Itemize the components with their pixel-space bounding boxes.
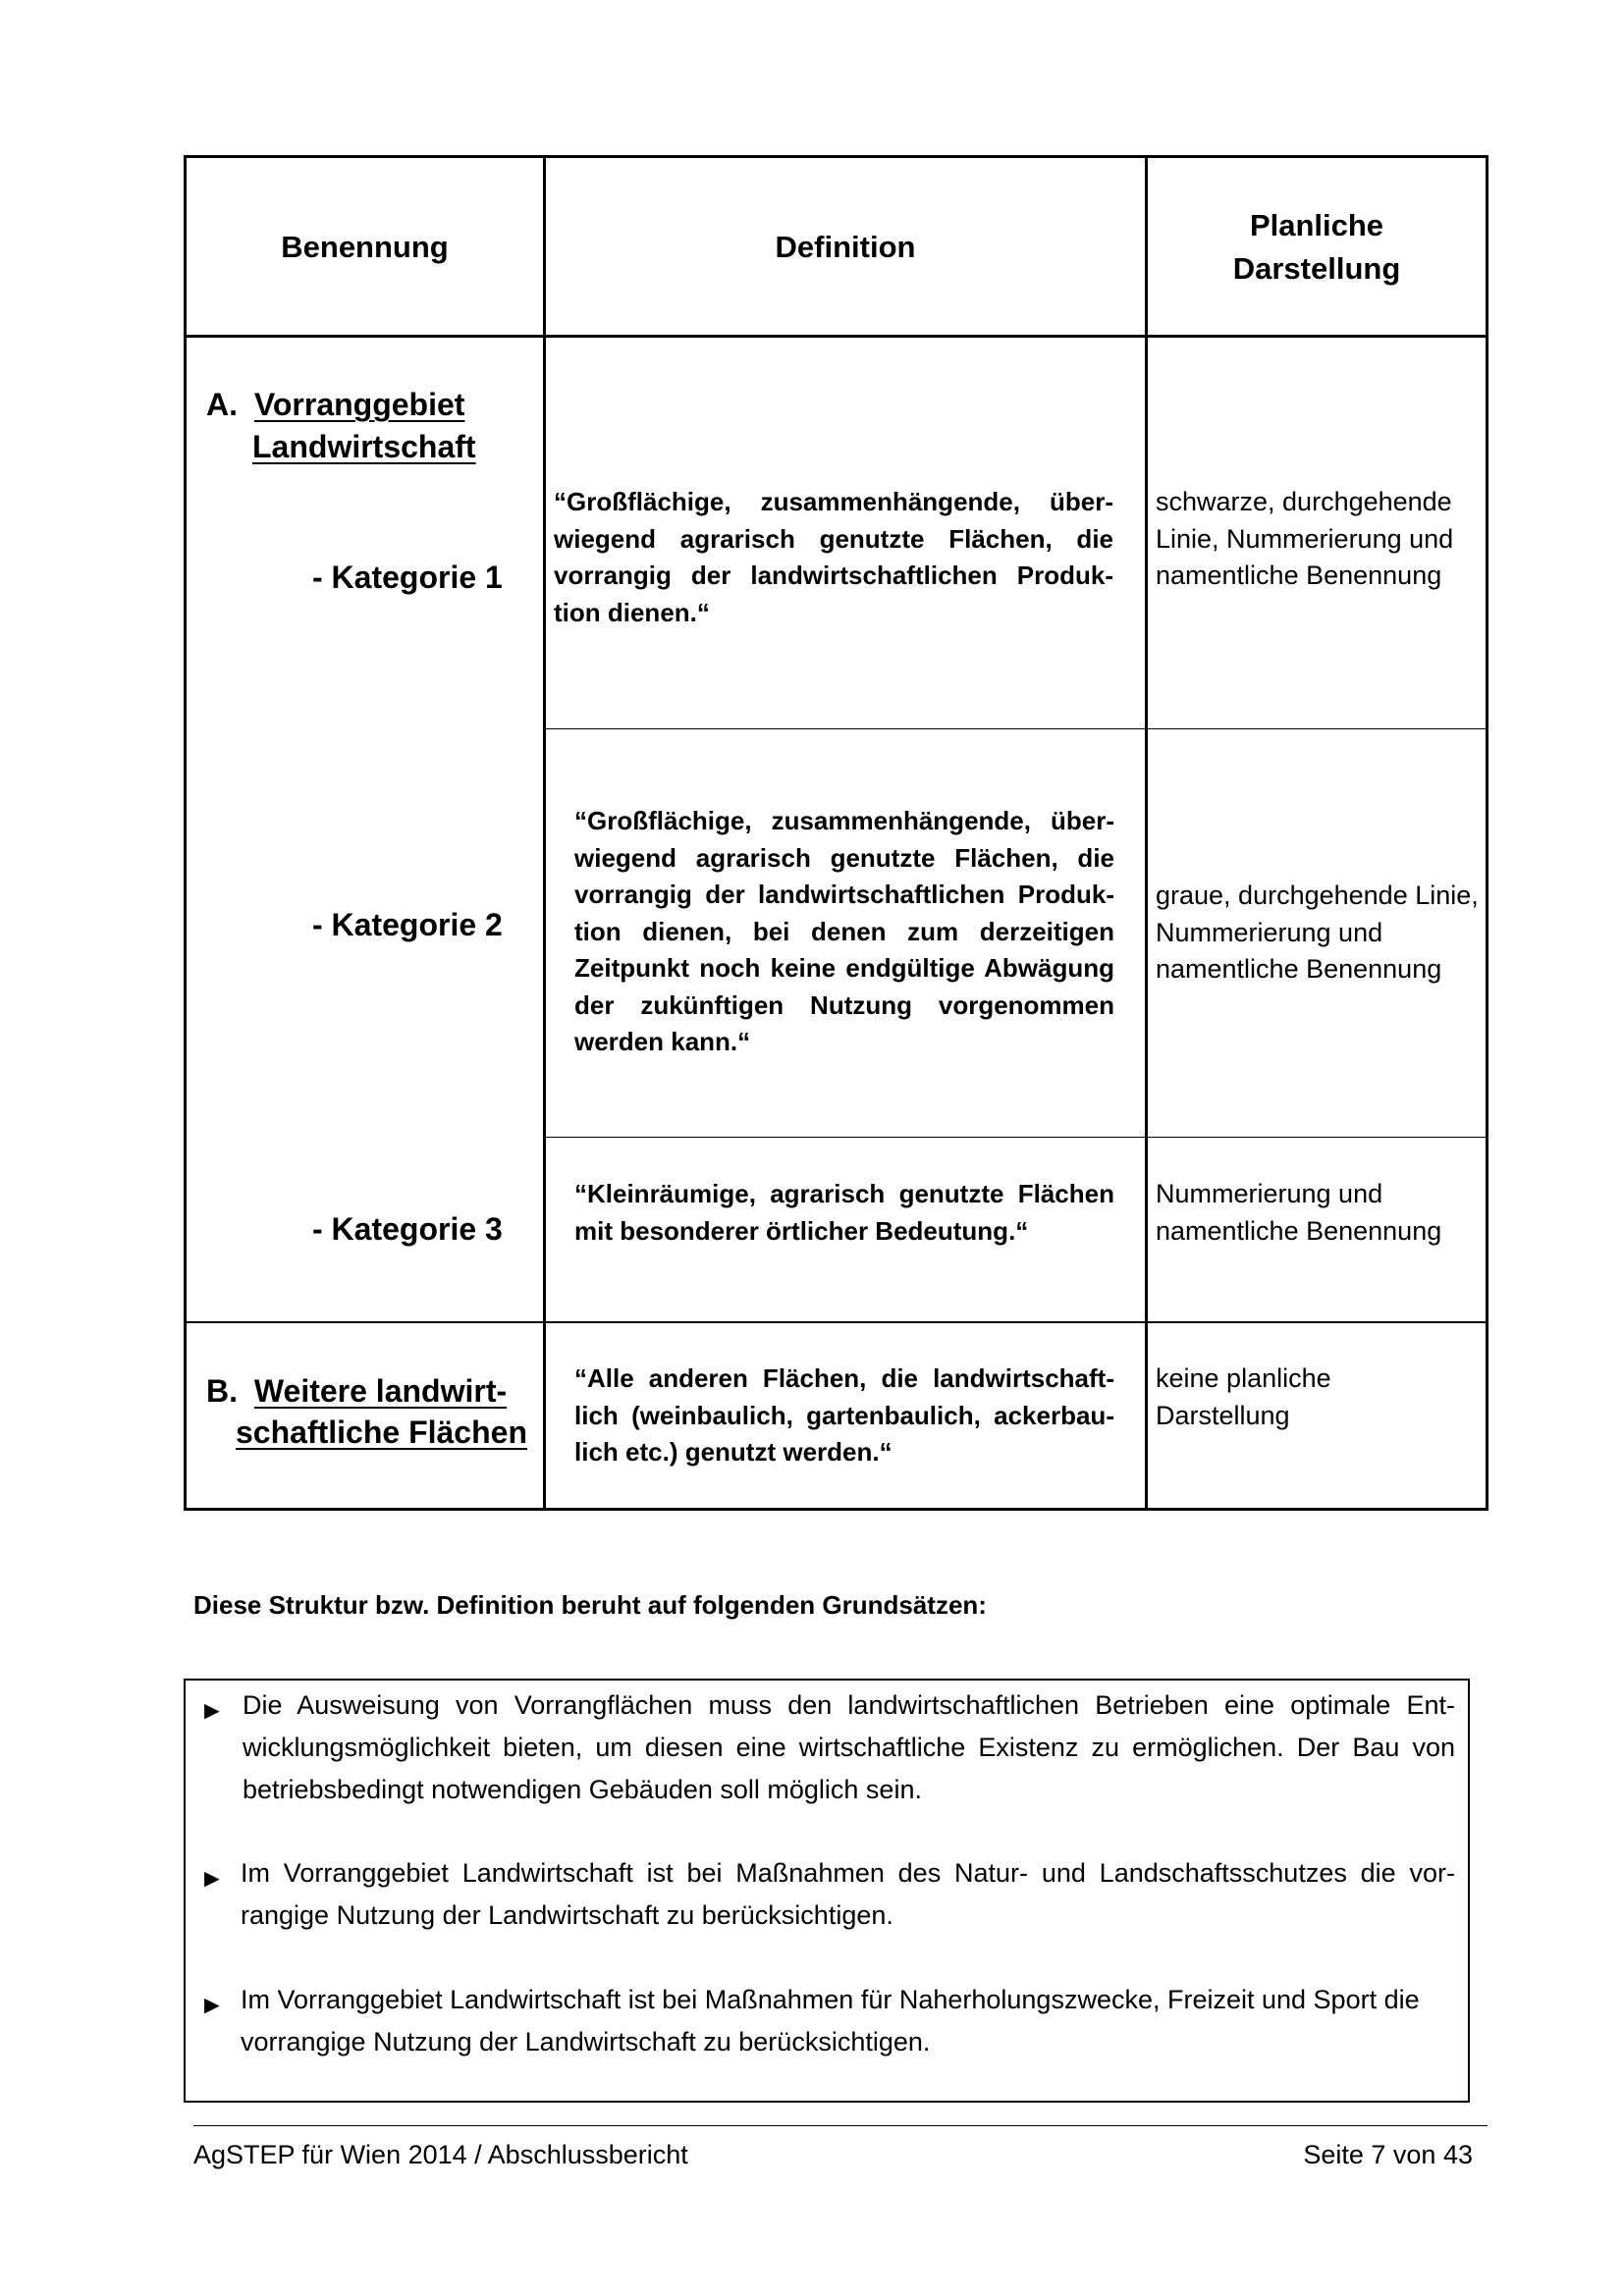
kategorie-2-plan: graue, durchgehende Linie, Nummerierung und namentliche Benennung [1156,881,1479,984]
table-border-left [184,155,187,1511]
table-divider-col2 [1145,155,1148,1511]
principles-intro: Diese Struktur bzw. Definition beruht auf folgenden Grundsätzen: [193,1590,987,1620]
kategorie-3-definition: “Kleinräumige, agrarisch genutzte Flächen mit besonderer örtlicher Bedeutung.“ [574,1179,1114,1246]
header-definition: Definition [775,230,916,264]
section-b-plan: keine planliche Darstellung [1156,1363,1331,1430]
table-header-rule [184,335,1488,338]
table-row-rule-2 [543,1137,1488,1138]
header-planliche: Planliche [1249,208,1384,242]
header-benennung: Benennung [281,230,449,264]
kategorie-3-plan: Nummerierung und namentliche Benennung [1156,1179,1442,1246]
footer-title: AgSTEP für Wien 2014 / Abschlussbericht [193,2140,688,2169]
principles-box [184,1679,1470,2103]
header-planliche-darstellung [1148,204,1486,291]
section-a-title-line1: Vorranggebiet [253,387,465,422]
section-a-title-line2: Landwirtschaft [252,429,476,464]
section-b-title-line1: Weitere landwirt- [253,1373,508,1409]
kategorie-1-plan: schwarze, durchgehende Linie, Nummerierung und namentliche Benennung [1156,487,1454,590]
section-a-title [206,383,464,426]
section-b-title-line2: schaftliche Flächen [236,1415,527,1450]
section-b-title [206,1369,507,1413]
section-a-letter: A. [206,387,238,422]
table-border-top [184,155,1488,158]
kategorie-1-definition: “Großflächige, zusammenhängende, überwiegend agrarisch genutzte Flächen, die vorrangig der landwirtschaftlichen Produktion dienen.“ [554,487,1113,627]
footer-rule [193,2125,1488,2126]
table-row-rule-1 [543,728,1488,729]
table-border-right [1486,155,1488,1511]
section-b-definition: “Alle anderen Flächen, die landwirtschaftlich (weinbaulich, gartenbaulich, ackerbaulich etc.) genutzt werden.“ [574,1363,1114,1467]
principle-item-3: Im Vorranggebiet Landwirtschaft ist bei Maßnahmen für Naherholungszwecke, Freizeit und Sport die vorrangige Nutzung der Landwirtschaft zu berücksichtigen. [241,1985,1420,2056]
kategorie-1-label: - Kategorie 1 [312,560,503,595]
bullet-arrow-icon: ► [199,1695,225,1725]
principle-item-2: Im Vorranggebiet Landwirtschaft ist bei Maßnahmen des Natur- und Landschaftsschutzes die vorrangige Nutzung der Landwirtschaft zu berücksichtigen. [241,1858,1455,1930]
header-darstellung: Darstellung [1232,251,1401,286]
kategorie-2-label: - Kategorie 2 [312,907,503,942]
table-section-rule [184,1321,1488,1323]
table-border-bottom [184,1508,1488,1511]
section-b-letter: B. [206,1373,238,1409]
bullet-arrow-icon: ► [199,1863,225,1893]
bullet-arrow-icon: ► [199,1990,225,2019]
kategorie-3-label: - Kategorie 3 [312,1211,503,1247]
table-divider-col1 [543,155,546,1511]
page-number: Seite 7 von 43 [1303,2140,1473,2169]
kategorie-2-definition: “Großflächige, zusammenhängende, überwiegend agrarisch genutzte Flächen, die vorrangig der landwirtschaftlichen Produktion dienen, bei denen zum derzeitigen Zeitpunkt noch keine endgültige Abwägung der zukünftigen Nutzung vorgenommen werden kann.“ [574,806,1114,1056]
principle-item-1: Die Ausweisung von Vorrangflächen muss den landwirtschaftlichen Betrieben eine optimale Entwicklungsmöglichkeit bieten, um diesen eine wirtschaftliche Existenz zu ermöglichen. Der Bau von betriebsbedingt notwendigen Gebäuden soll möglich sein. [243,1690,1455,1804]
